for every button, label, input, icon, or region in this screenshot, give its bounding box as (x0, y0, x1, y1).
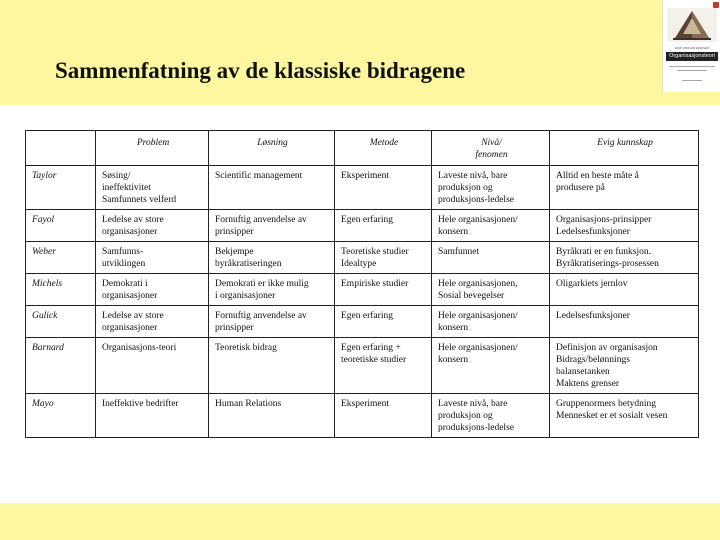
cell-text-line: Byråkrati er en funksjon. (556, 247, 651, 257)
header-band (0, 0, 720, 105)
column-header (432, 131, 550, 166)
cell-text-line: ineffektivitet (102, 183, 151, 193)
cell-text-line: Hele organisasjonen/ (438, 343, 518, 353)
cell-text-line: Ledelse av store (102, 311, 164, 321)
cell-text-line: byråkratiseringen (215, 259, 282, 269)
table-cell (96, 338, 209, 394)
cell-text-line: Hele organisasjonen/ (438, 215, 518, 225)
table-cell (550, 274, 699, 306)
table-cell (335, 274, 432, 306)
column-header (550, 131, 699, 166)
table-cell (335, 210, 432, 242)
cell-text-line: organisasjoner (102, 227, 158, 237)
table-row (26, 274, 699, 306)
cell-text-line: Problem (136, 138, 170, 148)
cell-text-line: Ledelse av store (102, 215, 164, 225)
cell-text-line: Egen erfaring (341, 215, 393, 225)
cell-text-line: konsern (438, 355, 469, 365)
column-header (96, 131, 209, 166)
table-cell (432, 394, 550, 438)
cell-text-line: fenomen (475, 150, 508, 160)
cell-text-line: Bekjempe (215, 247, 254, 257)
column-header (335, 131, 432, 166)
page-title: Sammenfatning av de klassiske bidragene (55, 58, 466, 83)
table-cell (550, 210, 699, 242)
column-header (209, 131, 335, 166)
cell-text-line: Empiriske studier (341, 279, 409, 289)
table-cell (550, 306, 699, 338)
table-cell (432, 338, 550, 394)
row-header-cell (26, 338, 96, 394)
book-title: Organisasjonsteori (666, 52, 718, 61)
cell-text-line: konsern (438, 227, 469, 237)
cell-text-line: Idealtype (341, 259, 377, 269)
book-cover-thumbnail (662, 0, 720, 92)
table-cell (209, 338, 335, 394)
cell-text-line: konsern (438, 323, 469, 333)
cell-text-line: Løsning (257, 138, 288, 148)
table-cell (209, 274, 335, 306)
cell-text-line: produsere på (556, 183, 605, 193)
table-row (26, 242, 699, 274)
cell-text-line: Egen erfaring + (341, 343, 401, 353)
cell-text-line: Eksperiment (341, 399, 390, 409)
cell-text-line: Demokrati i (102, 279, 148, 289)
cell-text-line: Mennesket er et sosialt vesen (556, 411, 668, 421)
table-cell (209, 306, 335, 338)
cell-text-line: Nivå/ (481, 138, 502, 148)
cell-text-line: organisasjoner (102, 323, 158, 333)
table-cell (96, 274, 209, 306)
cell-text-line: Taylor (32, 171, 57, 181)
summary-table (25, 130, 699, 438)
book-rule (669, 66, 715, 67)
cell-text-line: teoretiske studier (341, 355, 407, 365)
cell-text-line: Søsing/ (102, 171, 131, 181)
cell-text-line: Oligarkiets jernlov (556, 279, 628, 289)
cell-text-line: Sosial bevegelser (438, 291, 505, 301)
header-cell-empty (26, 131, 96, 166)
cell-text-line: Hele organisasjonen, (438, 279, 518, 289)
table-cell (432, 274, 550, 306)
cell-text-line: utviklingen (102, 259, 146, 269)
cell-text-line: prinsipper (215, 227, 254, 237)
row-header-cell (26, 394, 96, 438)
table-cell (432, 166, 550, 210)
footer-band (0, 503, 720, 540)
cell-text-line: Evig kunnskap (597, 138, 653, 148)
table-cell (209, 394, 335, 438)
cell-text-line: Scientific management (215, 171, 303, 181)
cell-text-line: balansetanken (556, 367, 610, 377)
cell-text-line: Fayol (32, 215, 55, 225)
table-body (26, 166, 699, 438)
cell-text-line: produksjon og (438, 183, 493, 193)
sail-icon (667, 8, 717, 42)
cell-text-line: Demokrati er ikke mulig (215, 279, 309, 289)
table-row (26, 210, 699, 242)
cell-text-line: Weber (32, 247, 56, 257)
cell-text-line: Teoretiske studier (341, 247, 409, 257)
table-cell (96, 166, 209, 210)
table-cell (550, 338, 699, 394)
cell-text-line: i organisasjoner (215, 291, 276, 301)
row-header-cell (26, 242, 96, 274)
book-rule (677, 70, 707, 71)
table-row (26, 306, 699, 338)
table-row (26, 394, 699, 438)
cell-text-line: produksjons-ledelse (438, 195, 514, 205)
book-rule (682, 80, 702, 81)
table-cell (96, 394, 209, 438)
table-cell (432, 242, 550, 274)
table-cell (209, 242, 335, 274)
cell-text-line: prinsipper (215, 323, 254, 333)
cell-text-line: Organisasjons-teori (102, 343, 177, 353)
cell-text-line: Byråkratiserings-prosessen (556, 259, 659, 269)
table-cell (209, 210, 335, 242)
table-cell (96, 242, 209, 274)
table-cell (96, 210, 209, 242)
table-cell (335, 242, 432, 274)
table-cell (550, 394, 699, 438)
table-cell (432, 306, 550, 338)
cell-text-line: Samfunns- (102, 247, 144, 257)
cell-text-line: produksjon og (438, 411, 493, 421)
cell-text-line: Samfunnets velferd (102, 195, 177, 205)
cell-text-line: Gulick (32, 311, 58, 321)
cell-text-line: Laveste nivå, bare (438, 171, 508, 181)
table-header-row (26, 131, 699, 166)
cell-text-line: Eksperiment (341, 171, 390, 181)
table-cell (335, 394, 432, 438)
cell-text-line: Definisjon av organisasjon (556, 343, 658, 353)
cell-text-line: Teoretisk bidrag (215, 343, 277, 353)
cell-text-line: Mayo (32, 399, 54, 409)
table-cell (550, 242, 699, 274)
table-cell (335, 306, 432, 338)
cell-text-line: Human Relations (215, 399, 282, 409)
cell-text-line: Ledelsesfunksjoner (556, 311, 630, 321)
cell-text-line: Egen erfaring (341, 311, 393, 321)
cell-text-line: organisasjoner (102, 291, 158, 301)
row-header-cell (26, 274, 96, 306)
cell-text-line: Gruppenormers betydning (556, 399, 656, 409)
cell-text-line: Laveste nivå, bare (438, 399, 508, 409)
cell-text-line: produksjons-ledelse (438, 423, 514, 433)
cell-text-line: Barnard (32, 343, 64, 353)
cell-text-line: Michels (32, 279, 63, 289)
table-row (26, 166, 699, 210)
cell-text-line: Maktens grenser (556, 379, 620, 389)
table-row (26, 338, 699, 394)
table-cell (335, 166, 432, 210)
table-cell (550, 166, 699, 210)
cell-text-line: Ledelsesfunksjoner (556, 227, 630, 237)
book-author: ERIK ODDVAR ERIKSEN (674, 46, 710, 50)
cell-text-line: Fornuftig anvendelse av (215, 215, 307, 225)
table-cell (96, 306, 209, 338)
cell-text-line: Hele organisasjonen/ (438, 311, 518, 321)
cell-text-line: Fornuftig anvendelse av (215, 311, 307, 321)
cell-text-line: Ineffektive bedrifter (102, 399, 179, 409)
table-cell (209, 166, 335, 210)
cell-text-line: Organisasjons-prinsipper (556, 215, 652, 225)
cell-text-line: Metode (369, 138, 399, 148)
row-header-cell (26, 306, 96, 338)
table-cell (335, 338, 432, 394)
row-header-cell (26, 166, 96, 210)
cell-text-line: Samfunnet (438, 247, 480, 257)
row-header-cell (26, 210, 96, 242)
cell-text-line: Bidrags/belønnings (556, 355, 630, 365)
table-cell (432, 210, 550, 242)
cell-text-line: Alltid en beste måte å (556, 171, 639, 181)
